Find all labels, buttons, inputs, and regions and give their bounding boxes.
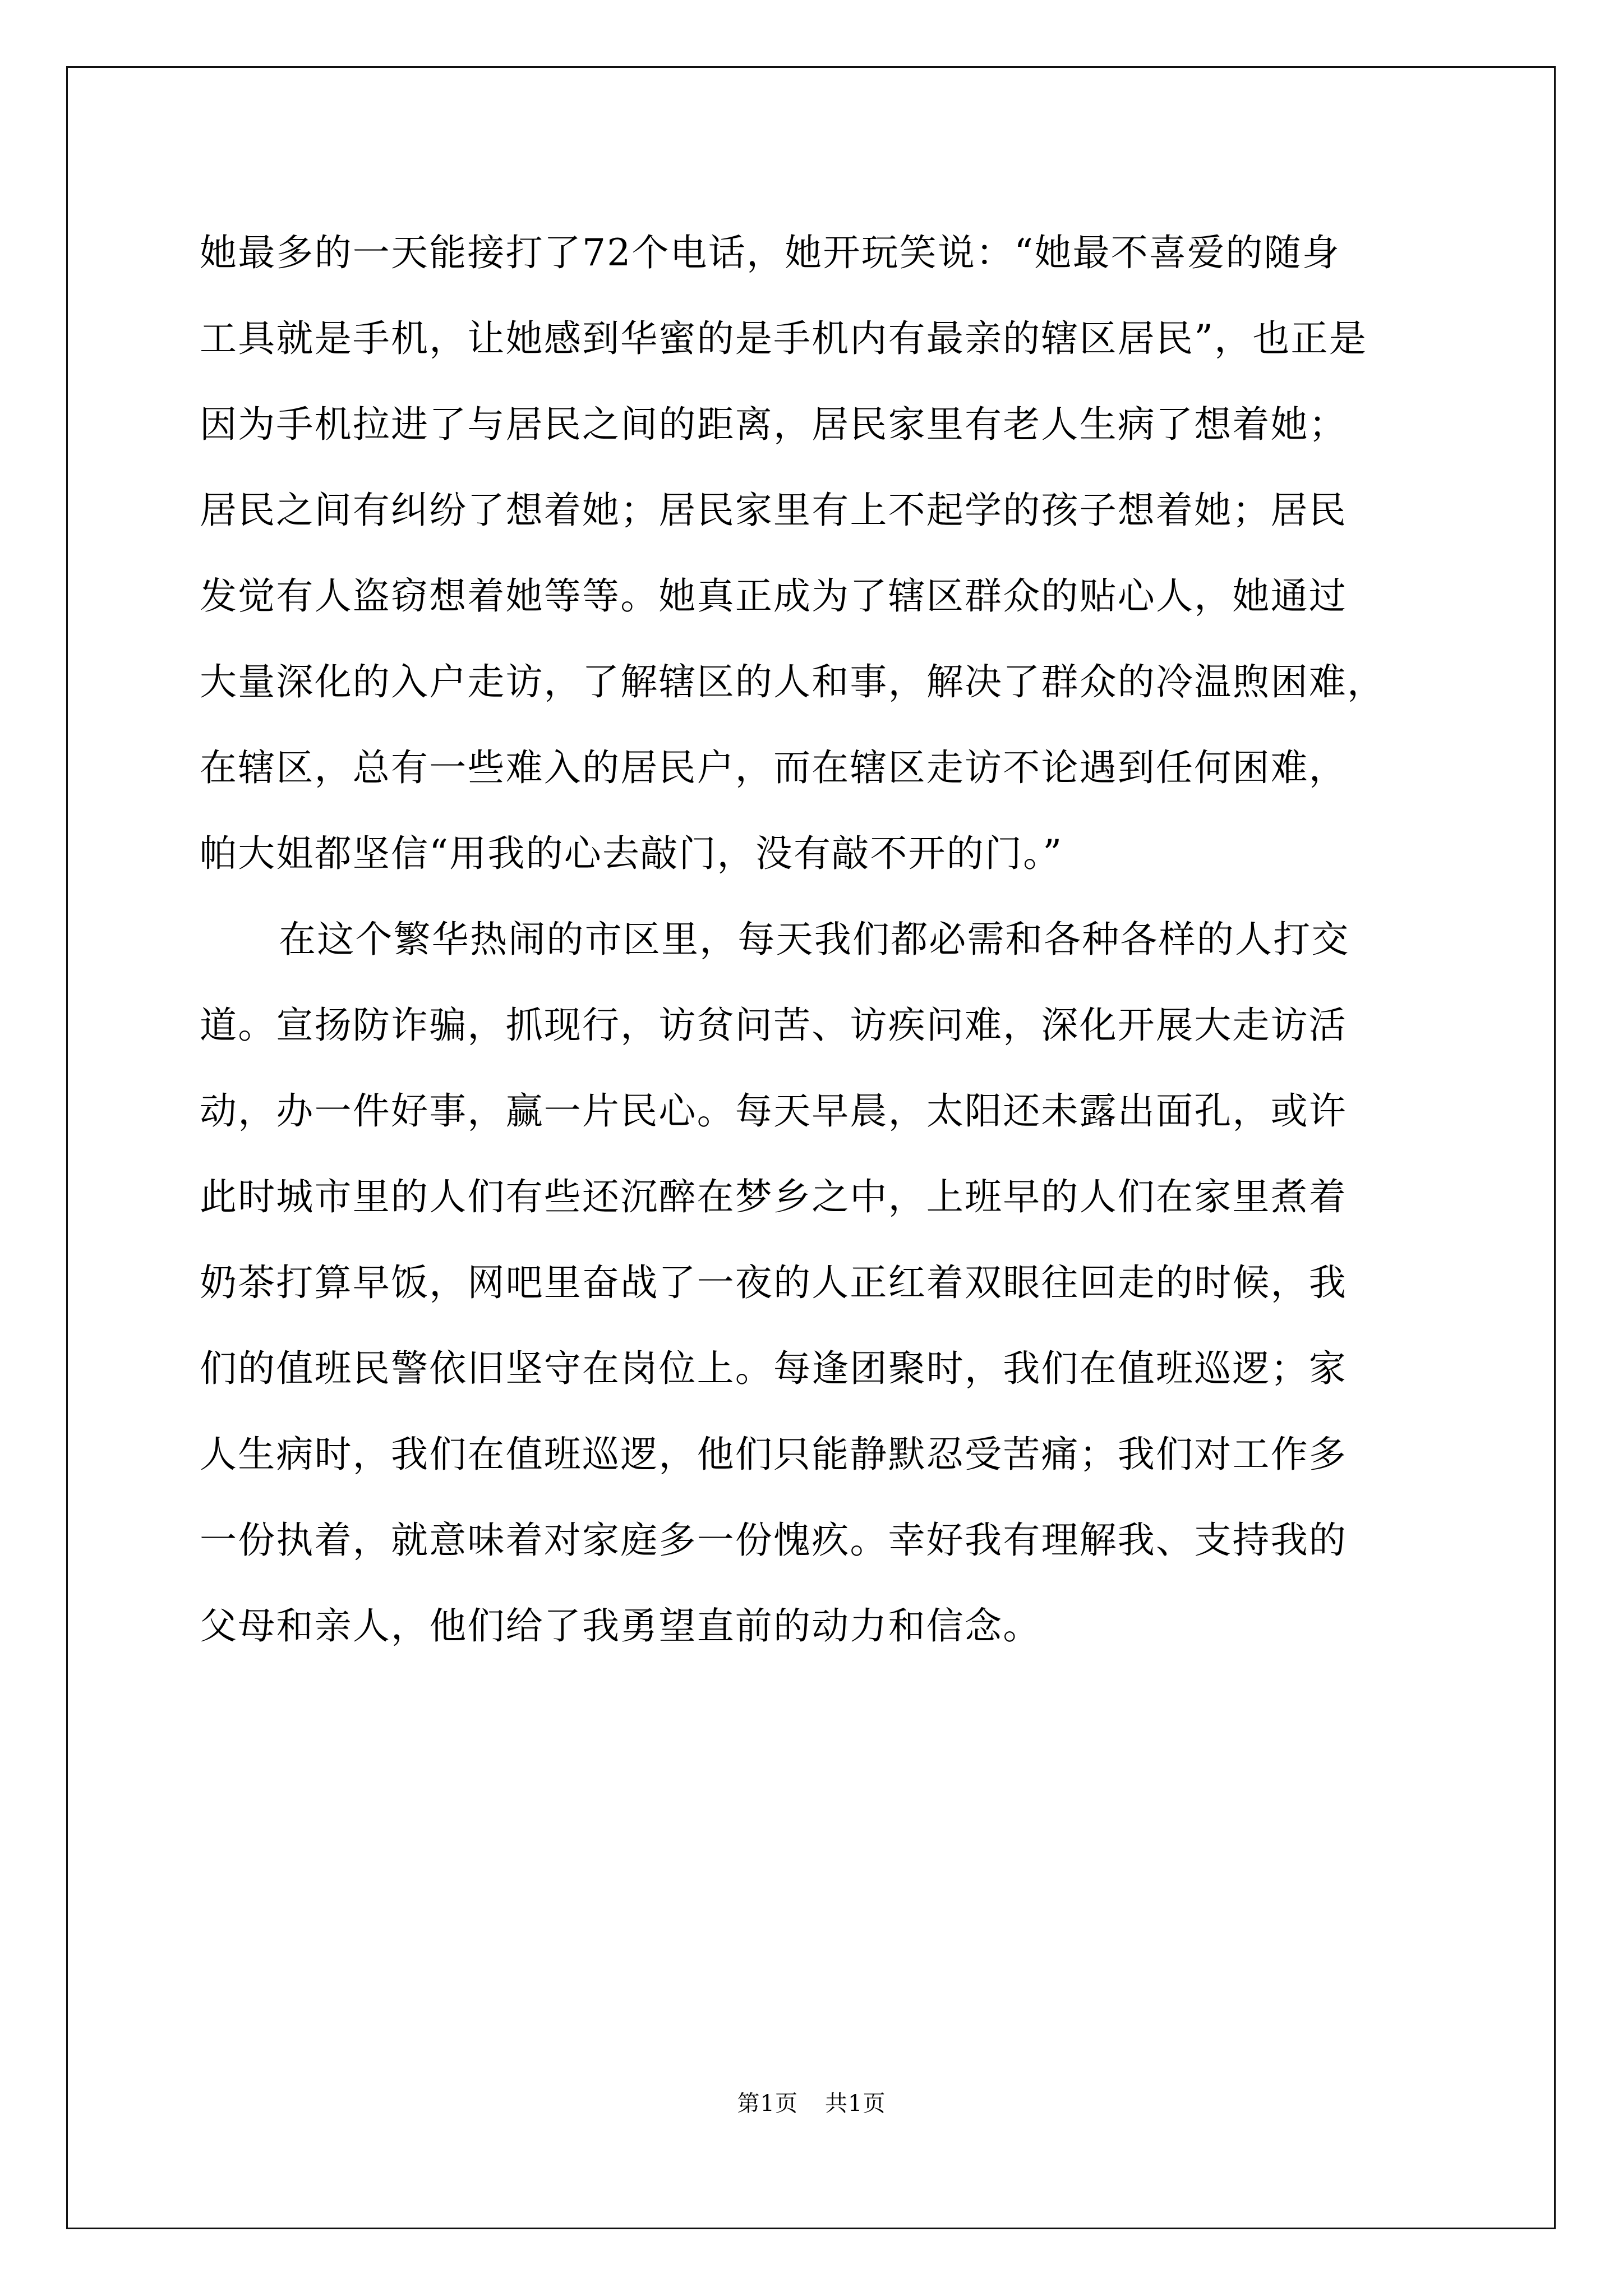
text-line: 居民之间有纠纷了想着她；居民家里有上不起学的孩子想着她；居民 — [200, 489, 1347, 532]
page-footer — [0, 2086, 1623, 2118]
text-line: 在辖区，总有一些难入的居民户，而在辖区走访不论遇到任何困难， — [200, 746, 1347, 789]
text-line: 一份执着，就意味着对家庭多一份愧疚。幸好我有理解我、支持我的 — [200, 1519, 1347, 1562]
document-body — [200, 210, 1433, 1669]
text-line: 帕大姐都坚信“用我的心去敲门，没有敲不开的门。” — [200, 832, 1063, 875]
page-total: 共1页 — [825, 2091, 886, 2116]
text-line: 们的值班民警依旧坚守在岗位上。每逢团聚时，我们在值班巡逻；家 — [200, 1347, 1347, 1390]
text-line: 奶茶打算早饭，网吧里奋战了一夜的人正红着双眼往回走的时候，我 — [200, 1261, 1347, 1304]
text-line: 大量深化的入户走访，了解辖区的人和事，解决了群众的冷温煦困难， — [200, 660, 1386, 703]
text-line: 发觉有人盗窃想着她等等。她真正成为了辖区群众的贴心人，她通过 — [200, 574, 1347, 618]
text-line: 道。宣扬防诈骗，抓现行，访贫问苦、访疾问难，深化开展大走访活 — [200, 1004, 1347, 1047]
text-line: 工具就是手机，让她感到华蜜的是手机内有最亲的辖区居民”，也正是 — [200, 317, 1367, 360]
text-line: 因为手机拉进了与居民之间的距离，居民家里有老人生病了想着她； — [200, 403, 1347, 446]
page-number: 第1页 — [737, 2091, 798, 2116]
paragraph-first-line: 在这个繁华热闹的市区里，每天我们都必需和各种各样的人打交 — [279, 918, 1350, 961]
text-line: 此时城市里的人们有些还沉醉在梦乡之中，上班早的人们在家里煮着 — [200, 1175, 1347, 1218]
text-line: 人生病时，我们在值班巡逻，他们只能静默忍受苦痛；我们对工作多 — [200, 1433, 1347, 1476]
text-line: 父母和亲人，他们给了我勇望直前的动力和信念。 — [200, 1604, 1041, 1648]
text-line: 她最多的一天能接打了72个电话，她开玩笑说：“她最不喜爱的随身 — [200, 231, 1340, 274]
text-line: 动，办一件好事，赢一片民心。每天早晨，太阳还未露出面孔，或许 — [200, 1089, 1347, 1133]
